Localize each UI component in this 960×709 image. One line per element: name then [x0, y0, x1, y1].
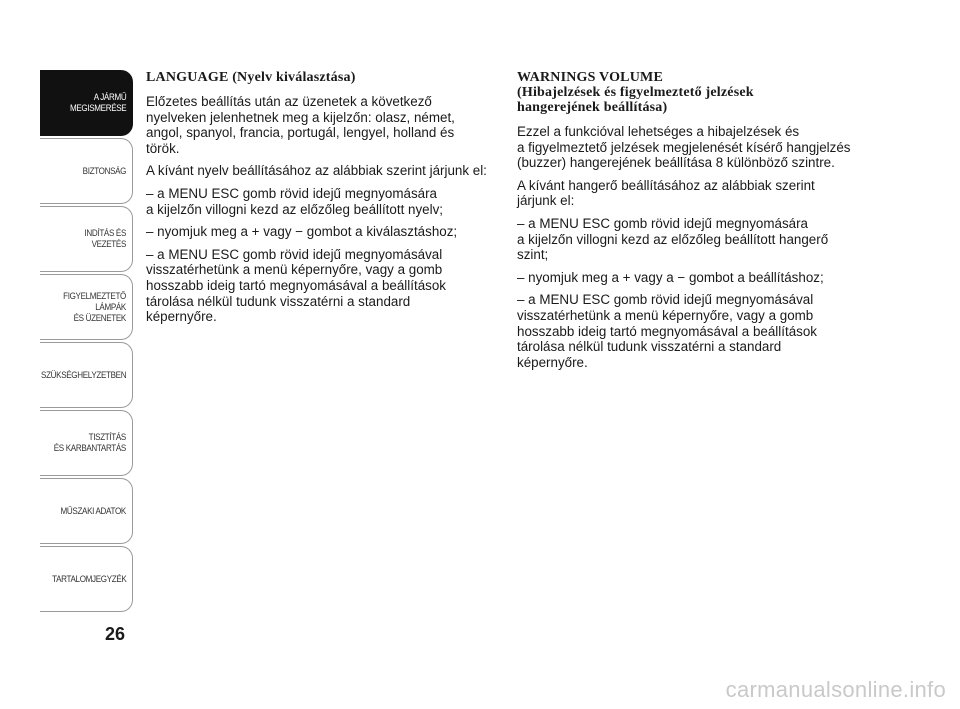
text-line: tárolása nélkül tudunk visszatérni a standard	[146, 293, 411, 309]
tab-label: TARTALOMJEGYZÉK	[51, 573, 126, 585]
text-line: a figyelmeztető jelzések megjelenését kísérő hangjelzés	[517, 139, 851, 155]
paragraph	[517, 216, 867, 263]
tab-muszaki-adatok[interactable]	[40, 478, 133, 544]
paragraph	[146, 163, 491, 179]
text-line: szint;	[517, 247, 549, 263]
text-line: a kijelzőn villogni kezd az előzőleg beállított hangerő	[517, 231, 829, 247]
text-line: hosszabb ideig tartó megnyomásával a beállítások	[146, 277, 446, 293]
text-line: A kívánt nyelv beállításához az alábbiak szerint járjunk el:	[146, 163, 487, 179]
paragraph	[517, 292, 867, 370]
section-tabs	[40, 70, 133, 614]
text-line: angol, spanyol, francia, portugál, lengyel, holland és	[146, 125, 455, 141]
text-line: – a MENU ESC gomb rövid idejű megnyomásával	[146, 246, 443, 262]
tab-tartalomjegyzek[interactable]	[40, 546, 133, 612]
tab-szukseghelyzetben[interactable]	[40, 342, 133, 408]
paragraph	[146, 94, 491, 156]
warnings-volume-section	[517, 70, 867, 377]
text-line: nyelveken jelenhetnek meg a kijelzőn: olasz, német,	[146, 109, 455, 125]
watermark: carmanualsonline.info	[725, 677, 946, 702]
heading-line: WARNINGS VOLUME	[517, 70, 663, 85]
text-line: – a MENU ESC gomb rövid idejű megnyomásával	[517, 292, 814, 308]
text-line: – nyomjuk meg a + vagy a − gombot a beállításhoz;	[517, 269, 824, 285]
language-section	[146, 70, 491, 332]
tab-label: INDÍTÁS ÉS VEZETÉS	[84, 228, 126, 250]
warnings-volume-heading	[517, 70, 867, 115]
tab-a-jarmu-megismerese[interactable]	[40, 70, 133, 136]
text-line: (buzzer) hangerejének beállítása 8 különböző szintre.	[517, 155, 835, 171]
tab-inditas-es-vezetes[interactable]	[40, 206, 133, 272]
tab-label: TISZTÍTÁS ÉS KARBANTARTÁS	[53, 432, 126, 454]
paragraph	[146, 247, 491, 325]
tab-label: A JÁRMŰ MEGISMERÉSE	[69, 92, 126, 114]
page-number: 26	[104, 624, 126, 644]
tab-label: SZÜKSÉGHELYZETBEN	[40, 369, 126, 381]
text-line: – a MENU ESC gomb rövid idejű megnyomására	[517, 215, 808, 231]
text-line: a kijelzőn villogni kezd az előzőleg beállított nyelv;	[146, 201, 443, 217]
text-line: – nyomjuk meg a + vagy − gombot a kiválasztáshoz;	[146, 224, 458, 240]
text-line: tárolása nélkül tudunk visszatérni a standard	[517, 339, 782, 355]
paragraph	[146, 224, 491, 240]
paragraph	[517, 178, 867, 209]
text-line: járjunk el:	[517, 193, 575, 209]
text-line: török.	[146, 140, 180, 156]
tab-label: BIZTONSÁG	[82, 165, 126, 177]
text-line: hosszabb ideig tartó megnyomásával a beállítások	[517, 323, 817, 339]
heading-line: hangerejének beállítása)	[517, 100, 668, 115]
text-line: képernyőre.	[146, 309, 217, 325]
text-line: Ezzel a funkcióval lehetséges a hibajelzések és	[517, 124, 800, 139]
heading-line: (Hibajelzések és figyelmeztető jelzések	[517, 85, 754, 100]
text-line: A kívánt hangerő beállításához az alábbiak szerint	[517, 177, 815, 193]
tab-biztonsag[interactable]	[40, 138, 133, 204]
text-line: képernyőre.	[517, 354, 588, 370]
language-heading: LANGUAGE (Nyelv kiválasztása)	[146, 70, 356, 85]
text-line: Előzetes beállítás után az üzenetek a következő	[146, 94, 432, 109]
tab-figyelmezteto-lampak[interactable]	[40, 274, 133, 340]
tab-tisztitas-es-karbantartas[interactable]	[40, 410, 133, 476]
paragraph	[517, 270, 867, 286]
paragraph	[146, 186, 491, 217]
text-line: – a MENU ESC gomb rövid idejű megnyomására	[146, 185, 437, 201]
text-line: visszatérhetünk a menü képernyőre, vagy a gomb	[146, 262, 443, 278]
text-line: visszatérhetünk a menü képernyőre, vagy a gomb	[517, 307, 814, 323]
paragraph	[517, 124, 867, 171]
tab-label: MŰSZAKI ADATOK	[60, 505, 126, 517]
tab-label: FIGYELMEZTETŐ LÁMPÁK ÉS ÜZENETEK	[63, 290, 126, 324]
